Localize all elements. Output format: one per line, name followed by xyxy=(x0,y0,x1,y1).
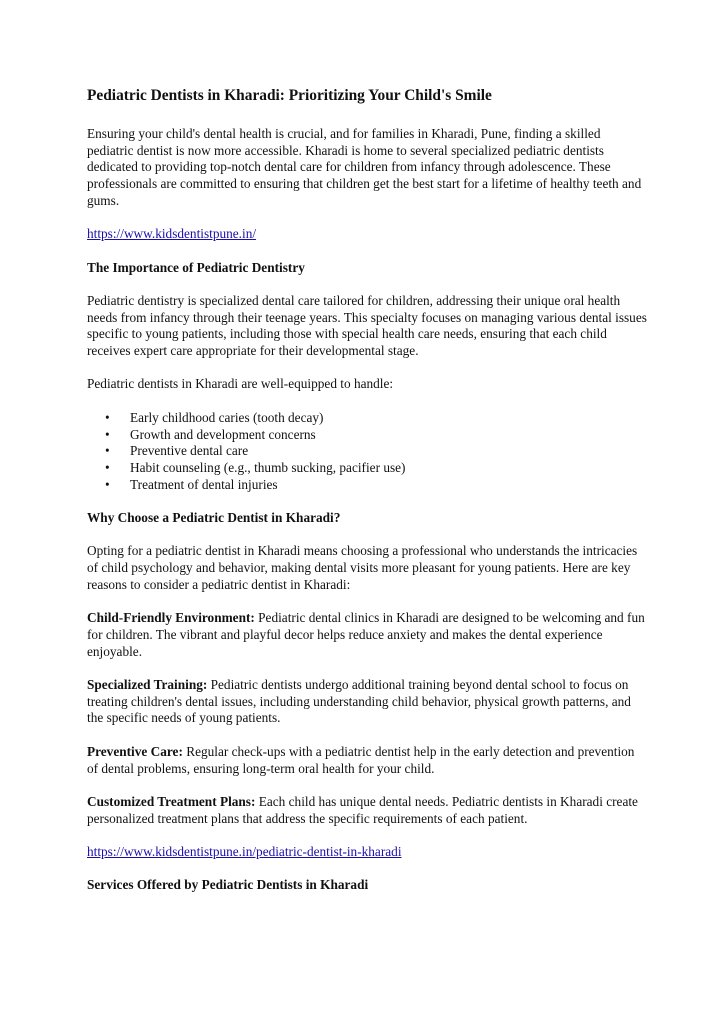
list-item-text: Early childhood caries (tooth decay) xyxy=(130,409,324,425)
equipped-paragraph: Pediatric dentists in Kharadi are well-equipped to handle: xyxy=(87,376,394,392)
reason-text: Each child has unique dental needs. Pediatric dentists in Kharadi create personalized treatment plans that address the specific requirements of each patient. xyxy=(87,793,638,826)
list-item xyxy=(105,409,647,427)
reason-paragraph xyxy=(87,677,647,727)
list-item-text: Growth and development concerns xyxy=(130,426,316,442)
list-item-text: Treatment of dental injuries xyxy=(130,476,278,492)
pediatric-dentist-kharadi-link[interactable]: https://www.kidsdentistpune.in/pediatric-dentist-in-kharadi xyxy=(87,844,402,860)
list-item xyxy=(105,459,647,477)
list-item xyxy=(105,443,647,460)
bullet-icon: • xyxy=(105,443,110,459)
why-choose-heading: Why Choose a Pediatric Dentist in Kharadi? xyxy=(87,510,341,526)
reason-label: Customized Treatment Plans: xyxy=(87,793,256,809)
kidsdentistpune-home-link[interactable]: https://www.kidsdentistpune.in/ xyxy=(87,226,257,242)
list-item xyxy=(105,476,647,494)
reason-label: Child-Friendly Environment: xyxy=(87,610,255,626)
document-page xyxy=(87,86,647,911)
intro-paragraph: Ensuring your child's dental health is crucial, and for families in Kharadi, Pune, finding a skilled pediatric dentist is now more accessible. Kharadi is home to several specialized pediatric dentists dedicated to providing top-notch dental care for children from infancy through adolescence. These professionals are committed to ensuring that children get the best start for a lifetime of healthy teeth and gums. xyxy=(87,126,642,208)
reason-label: Preventive Care: xyxy=(87,743,183,759)
reason-text: Regular check-ups with a pediatric dentist help in the early detection and prevention of dental problems, ensuring long-term oral health for your child. xyxy=(87,743,635,776)
importance-paragraph: Pediatric dentistry is specialized dental care tailored for children, addressing their unique oral health needs from infancy through their teenage years. This specialty focuses on managing various dental issues specific to young patients, including those with special health care needs, ensuring that each child receives expert care appropriate for their developmental stage. xyxy=(87,292,647,359)
bullet-icon: • xyxy=(105,426,110,442)
reason-paragraph xyxy=(87,744,647,777)
reason-text: Pediatric dentists undergo additional training beyond dental school to focus on treating children's dental issues, including understanding child behavior, physical growth patterns, and the specific needs of young patients. xyxy=(87,677,631,726)
reason-paragraph xyxy=(87,794,647,827)
why-choose-paragraph: Opting for a pediatric dentist in Kharadi means choosing a professional who understands the intricacies of child psychology and behavior, making dental visits more pleasant for young patients. Here are key reasons to consider a pediatric dentist in Kharadi: xyxy=(87,543,638,592)
importance-heading: The Importance of Pediatric Dentistry xyxy=(87,259,305,275)
reason-label: Specialized Training: xyxy=(87,677,208,693)
bullet-icon: • xyxy=(105,476,110,492)
list-item-text: Habit counseling (e.g., thumb sucking, pacifier use) xyxy=(130,459,406,475)
list-item xyxy=(105,426,647,444)
bullet-icon: • xyxy=(105,459,110,475)
link-paragraph-2 xyxy=(87,844,647,861)
link-paragraph-1 xyxy=(87,226,647,243)
bullet-icon: • xyxy=(105,409,110,425)
conditions-list xyxy=(87,410,647,494)
reason-paragraph xyxy=(87,610,647,660)
list-item-text: Preventive dental care xyxy=(130,443,249,459)
services-heading: Services Offered by Pediatric Dentists in Kharadi xyxy=(87,877,369,893)
page-title: Pediatric Dentists in Kharadi: Prioritizing Your Child's Smile xyxy=(87,87,492,104)
reason-text: Pediatric dental clinics in Kharadi are designed to be welcoming and fun for children. The vibrant and playful decor helps reduce anxiety and makes the dental experience enjoyable. xyxy=(87,610,645,659)
